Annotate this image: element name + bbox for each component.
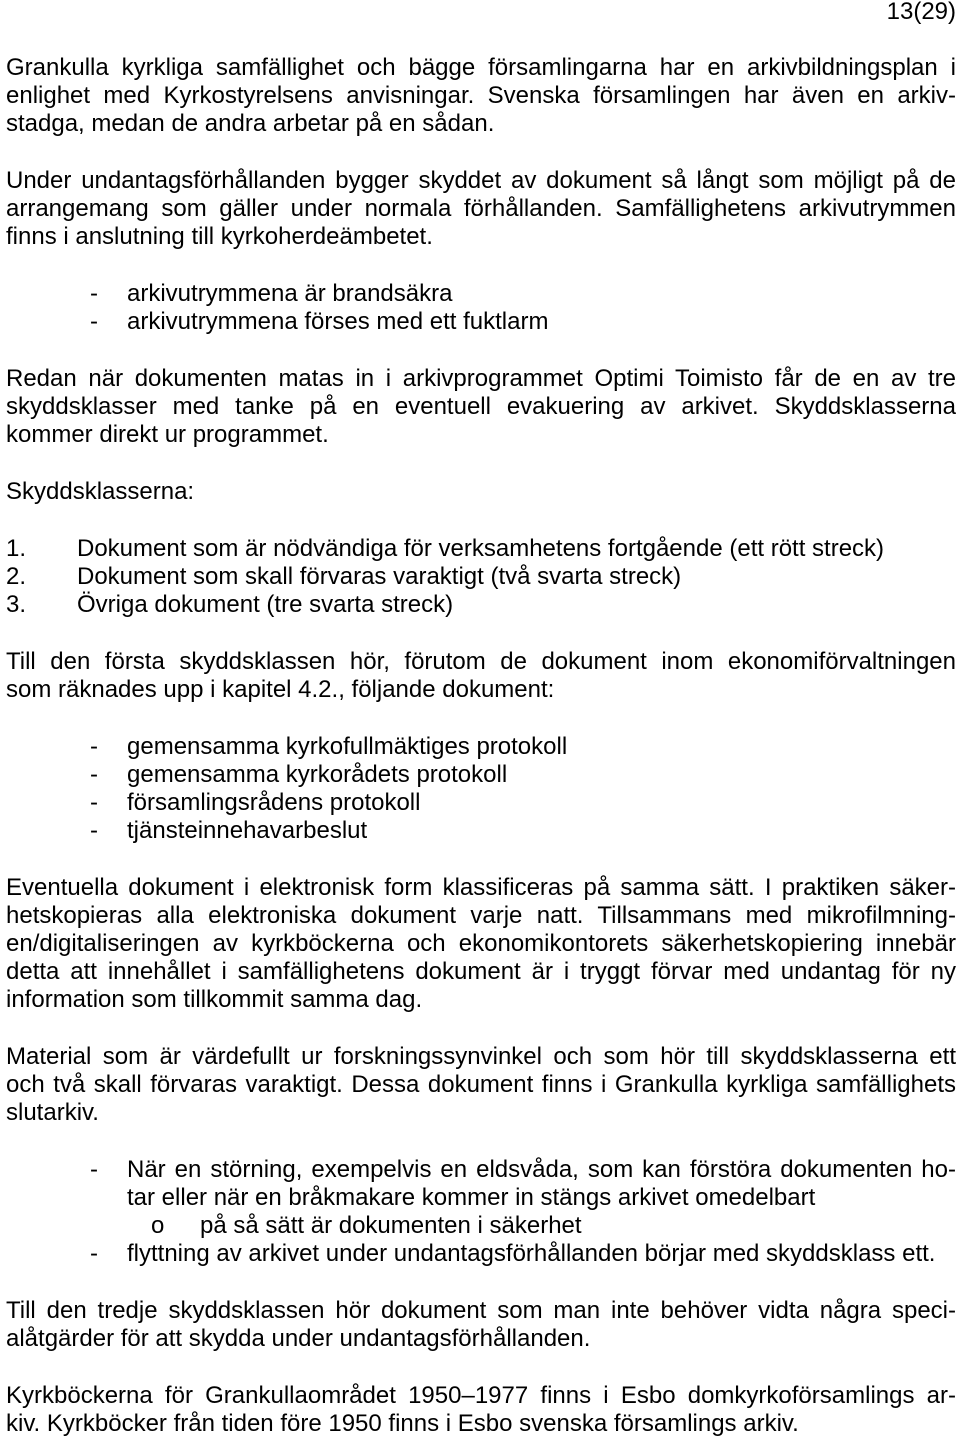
- numbered-item: [6, 535, 956, 563]
- list-bullet: -: [90, 280, 98, 307]
- first-class-docs-list: [6, 733, 956, 845]
- text-line: enlighet med Kyrkostyrelsens anvisningar. Svenska församlingen har även en arkiv-: [6, 82, 956, 109]
- text-line: som räknades upp i kapitel 4.2., följande dokument:: [6, 676, 555, 703]
- paragraph-intro: [6, 54, 956, 138]
- paragraph-electronic: [6, 874, 956, 1014]
- text-line: alåtgärder för att skydda under undantagsförhållanden.: [6, 1325, 591, 1352]
- text-line: tar eller när en bråkmakare kommer in stängs arkivet omedelbart: [127, 1184, 816, 1211]
- text-line: Till den första skyddsklassen hör, förutom de dokument inom ekonomiförvaltningen: [6, 648, 956, 675]
- list-item-text: arkivutrymmena förses med ett fuktlarm: [127, 308, 549, 335]
- list-item-text: församlingsrådens protokoll: [127, 789, 421, 816]
- text-line: finns i anslutning till kyrkoherdeämbetet.: [6, 223, 433, 250]
- emergency-list: [6, 1156, 956, 1268]
- sub-list-item-text: på så sätt är dokumenten i säkerhet: [200, 1212, 582, 1239]
- text-line: Material som är värdefullt ur forskningssynvinkel och som hör till skyddsklasserna ett: [6, 1043, 956, 1070]
- text-line: kommer direkt ur programmet.: [6, 421, 329, 448]
- paragraph-classification: [6, 365, 956, 449]
- archive-measures-list: [6, 280, 956, 336]
- page-number: 13(29): [886, 0, 956, 25]
- list-item: [6, 733, 956, 761]
- sub-list-item: [127, 1212, 956, 1240]
- text-line: hetskopieras alla elektroniska dokument varje natt. Tillsammans med mikrofilmning-: [6, 902, 956, 929]
- item-number: 3.: [6, 591, 27, 618]
- text-line: Till den tredje skyddsklassen hör dokument som man inte behöver vidta några speci-: [6, 1297, 956, 1324]
- list-item: [6, 280, 956, 308]
- item-number: 2.: [6, 563, 27, 590]
- classes-heading: [6, 478, 956, 506]
- list-bullet: -: [90, 1156, 98, 1183]
- paragraph-research: [6, 1043, 956, 1127]
- item-number: 1.: [6, 535, 27, 562]
- list-item-text: tjänsteinnehavarbeslut: [127, 817, 368, 844]
- text-line: Redan när dokumenten matas in i arkivprogrammet Optimi Toimisto får de en av tre: [6, 365, 956, 392]
- text-line: slutarkiv.: [6, 1099, 99, 1126]
- item-text: Dokument som är nödvändiga för verksamhetens fortgående (ett rött streck): [77, 535, 885, 562]
- numbered-item: [6, 563, 956, 591]
- text-line: När en störning, exempelvis en eldsvåda, som kan förstöra dokumenten ho-: [127, 1156, 956, 1183]
- list-bullet: -: [90, 789, 98, 816]
- text-line: arrangemang som gäller under normala förhållanden. Samfällighetens arkivutrymmen: [6, 195, 956, 222]
- paragraph-third-class: [6, 1297, 956, 1353]
- list-bullet: -: [90, 1240, 98, 1267]
- list-item: [6, 789, 956, 817]
- item-text: Dokument som skall förvaras varaktigt (två svarta streck): [77, 563, 682, 590]
- text-line: Kyrkböckerna för Grankullaområdet 1950–1977 finns i Esbo domkyrkoförsamlings ar-: [6, 1382, 956, 1409]
- text-line: Grankulla kyrkliga samfällighet och bägge församlingarna har en arkivbildningsplan i: [6, 54, 956, 81]
- sub-list-bullet: o: [151, 1212, 165, 1239]
- list-item: [6, 1240, 956, 1268]
- list-bullet: -: [90, 308, 98, 335]
- list-item-text: arkivutrymmena är brandsäkra: [127, 280, 453, 307]
- list-item-text: [127, 1156, 956, 1240]
- text-line: en/digitaliseringen av kyrkböckerna och ekonomikontorets säkerhetskopiering innebär: [6, 930, 956, 957]
- list-item: [6, 308, 956, 336]
- paragraph-exceptions: [6, 167, 956, 251]
- text-line: skyddsklasser med tanke på en eventuell evakuering av arkivet. Skyddsklasserna: [6, 393, 956, 420]
- list-bullet: -: [90, 761, 98, 788]
- list-item-text: gemensamma kyrkofullmäktiges protokoll: [127, 733, 568, 760]
- text-line: Under undantagsförhållanden bygger skyddet av dokument så långt som möjligt på de: [6, 167, 956, 194]
- paragraph-first-class: [6, 648, 956, 704]
- list-item: [6, 1156, 956, 1240]
- text-line: och två skall förvaras varaktigt. Dessa dokument finns i Grankulla kyrkliga samfällighets: [6, 1071, 956, 1098]
- list-item: [6, 817, 956, 845]
- list-item-text: flyttning av arkivet under undantagsförhållanden börjar med skyddsklass ett.: [127, 1240, 936, 1267]
- document-body: [6, 54, 956, 1438]
- numbered-item: [6, 591, 956, 619]
- heading-text: Skyddsklasserna:: [6, 478, 195, 505]
- text-line: information som tillkommit samma dag.: [6, 986, 423, 1013]
- paragraph-church-books: [6, 1382, 956, 1438]
- text-line: detta att innehållet i samfällighetens dokument är i tryggt förvar med undantag för ny: [6, 958, 956, 985]
- classes-list: [6, 535, 956, 619]
- list-item: [6, 761, 956, 789]
- list-item-text: gemensamma kyrkorådets protokoll: [127, 761, 508, 788]
- list-bullet: -: [90, 817, 98, 844]
- item-text: Övriga dokument (tre svarta streck): [77, 591, 454, 618]
- text-line: stadga, medan de andra arbetar på en sådan.: [6, 110, 495, 137]
- text-line: Eventuella dokument i elektronisk form klassificeras på samma sätt. I praktiken säker-: [6, 874, 956, 901]
- text-line: kiv. Kyrkböcker från tiden före 1950 finns i Esbo svenska församlings arkiv.: [6, 1410, 799, 1437]
- list-bullet: -: [90, 733, 98, 760]
